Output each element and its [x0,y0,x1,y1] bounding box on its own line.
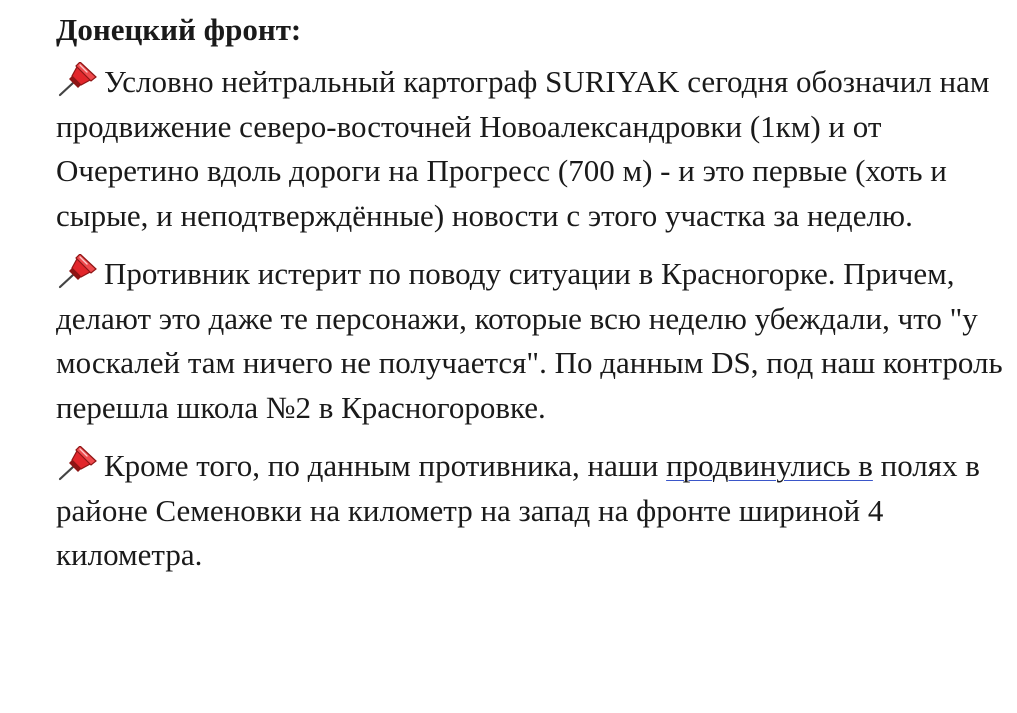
document-body [56,8,1006,592]
paragraph-3 [56,444,1006,578]
paragraph-1 [56,60,1006,238]
paragraph-2 [56,252,1006,430]
spellcheck-underlined-text[interactable]: продвинулись в [666,448,873,483]
paragraph-3-text-after: полях в районе Семеновки на километр на запад на фронте шириной 4 километра. [56,448,980,572]
paragraph-3-text-before: Кроме того, по данным противника, наши [104,448,667,483]
pushpin-icon [56,62,102,98]
pushpin-icon [56,254,102,290]
section-heading: Донецкий фронт: [56,12,302,47]
pushpin-icon [56,446,102,482]
paragraph-1-text: Условно нейтральный картограф SURIYAK сегодня обозначил нам продвижение северо-восточней Новоалександровки (1км) и от Очеретино вдоль дороги на Прогресс (700 м) - и это первые (хоть и сырые, и неподтверждённые) новости с этого участка за неделю. [56,64,990,233]
paragraph-2-text: Противник истерит по поводу ситуации в Красногорке. Причем, делают это даже те персонажи, которые всю неделю убеждали, что "у москалей там ничего не получается". По данным DS, под наш контроль перешла школа №2 в Красногоровке. [56,256,1003,425]
